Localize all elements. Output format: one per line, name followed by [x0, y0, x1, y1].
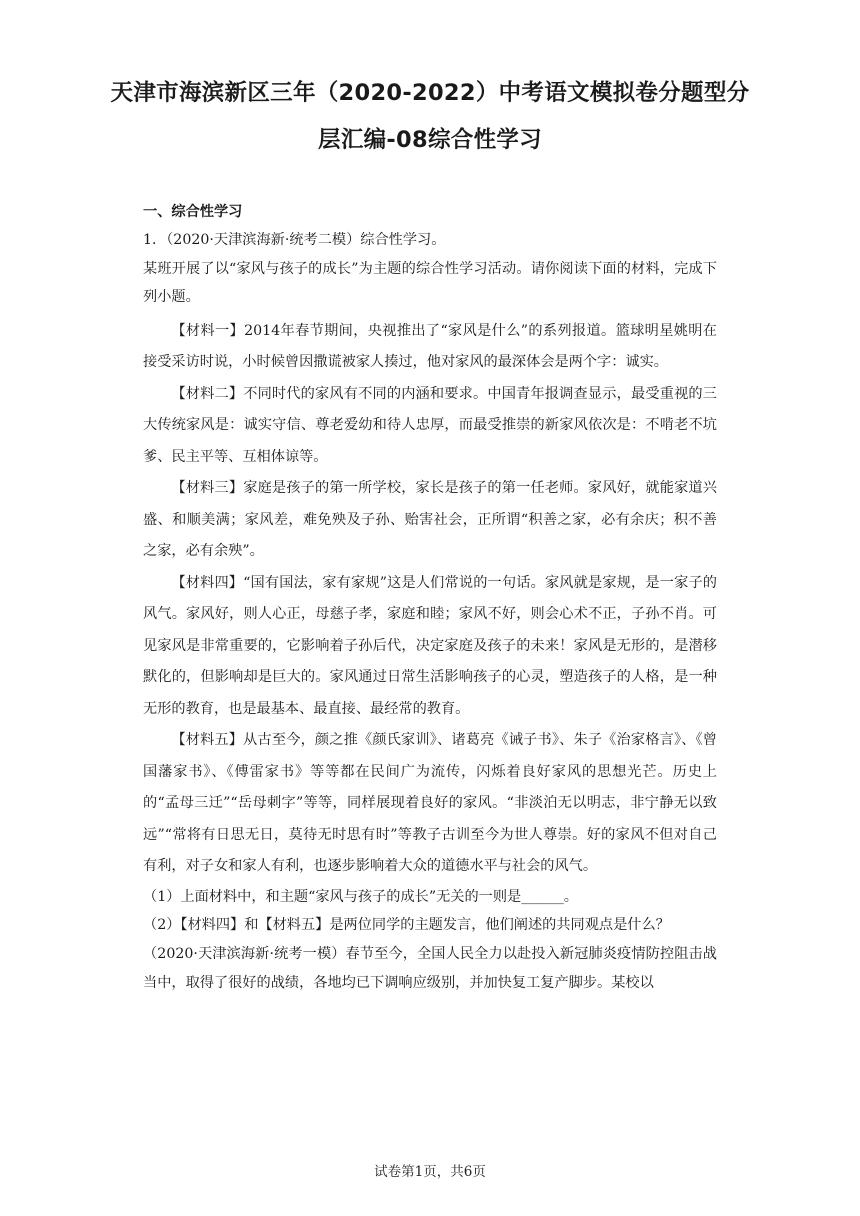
material-4: 【材料四】“国有国法，家有家规”这是人们常说的一句话。家风就是家规，是一家子的风气。家风好，则人心正，母慈子孝，家庭和睦；家风不好，则会心术不正，子孙不肖。可见家风是非常重要的，它影响着子孙后代，决定家庭及孩子的未来！家风是无形的，是潜移默化的，但影响却是巨大的。家风通过日常生活影响孩子的心灵，塑造孩子的人格，是一种无形的教育，也是最基本、最直接、最经常的教育。: [143, 574, 717, 717]
page-footer: 试卷第1页，共6页: [374, 1164, 486, 1180]
section-heading: 一、综合性学习: [143, 204, 243, 220]
sub-question-2: （2）【材料四】和【材料五】是两位同学的主题发言，他们阐述的共同观点是什么？: [143, 917, 670, 934]
question-1-header: 1．（2020·天津滨海新·统考二模）综合性学习。: [143, 232, 446, 248]
sub-question-1: （1）上面材料中，和主题“家风与孩子的成长”无关的一则是______。: [143, 888, 578, 905]
material-5: 【材料五】从古至今，颜之推《颜氏家训》、诸葛亮《诫子书》、朱子《治家格言》、《曾国藩家书》、《傅雷家书》等等都在民间广为流传，闪烁着良好家风的思想光芒。历史上的“孟母三迁”“岳母刺字”等等，同样展现着良好的家风。“非淡泊无以明志，非宁静无以致远”“常将有日思无日，莫待无时思有时”等教子古训至今为世人尊崇。好的家风不但对自己有利，对子女和家人有利，也逐步影响着大众的道德水平与社会的风气。: [143, 732, 717, 875]
document-body: [143, 198, 717, 997]
material-3: 【材料三】家庭是孩子的第一所学校，家长是孩子的第一任老师。家风好，就能家道兴盛、和顺美满；家风差，难免殃及子孙、贻害社会，正所谓“积善之家，必有余庆；积不善之家，必有余殃”。: [143, 480, 717, 560]
question-1-intro: 某班开展了以“家风与孩子的成长”为主题的综合性学习活动。请你阅读下面的材料，完成下列小题。: [143, 260, 717, 306]
question-2-partial: （2020·天津滨海新·统考一模）春节至今，全国人民全力以赴投入新冠肺炎疫情防控阻击战当中，取得了很好的战绩，各地均已下调响应级别，并加快复工复产脚步。某校以: [143, 945, 717, 991]
material-1: 【材料一】2014年春节期间，央视推出了“家风是什么”的系列报道。篮球明星姚明在接受采访时说，小时候曾因撒谎被家人揍过，他对家风的最深体会是两个字：诚实。: [143, 322, 717, 371]
document-title: 天津市海滨新区三年（2020-2022）中考语文模拟卷分题型分层汇编-08综合性学习: [110, 80, 750, 153]
material-2: 【材料二】不同时代的家风有不同的内涵和要求。中国青年报调查显示，最受重视的三大传统家风是：诚实守信、尊老爱幼和待人忠厚，而最受推崇的新家风依次是：不啃老不坑爹、民主平等、互相体谅等。: [143, 385, 717, 465]
